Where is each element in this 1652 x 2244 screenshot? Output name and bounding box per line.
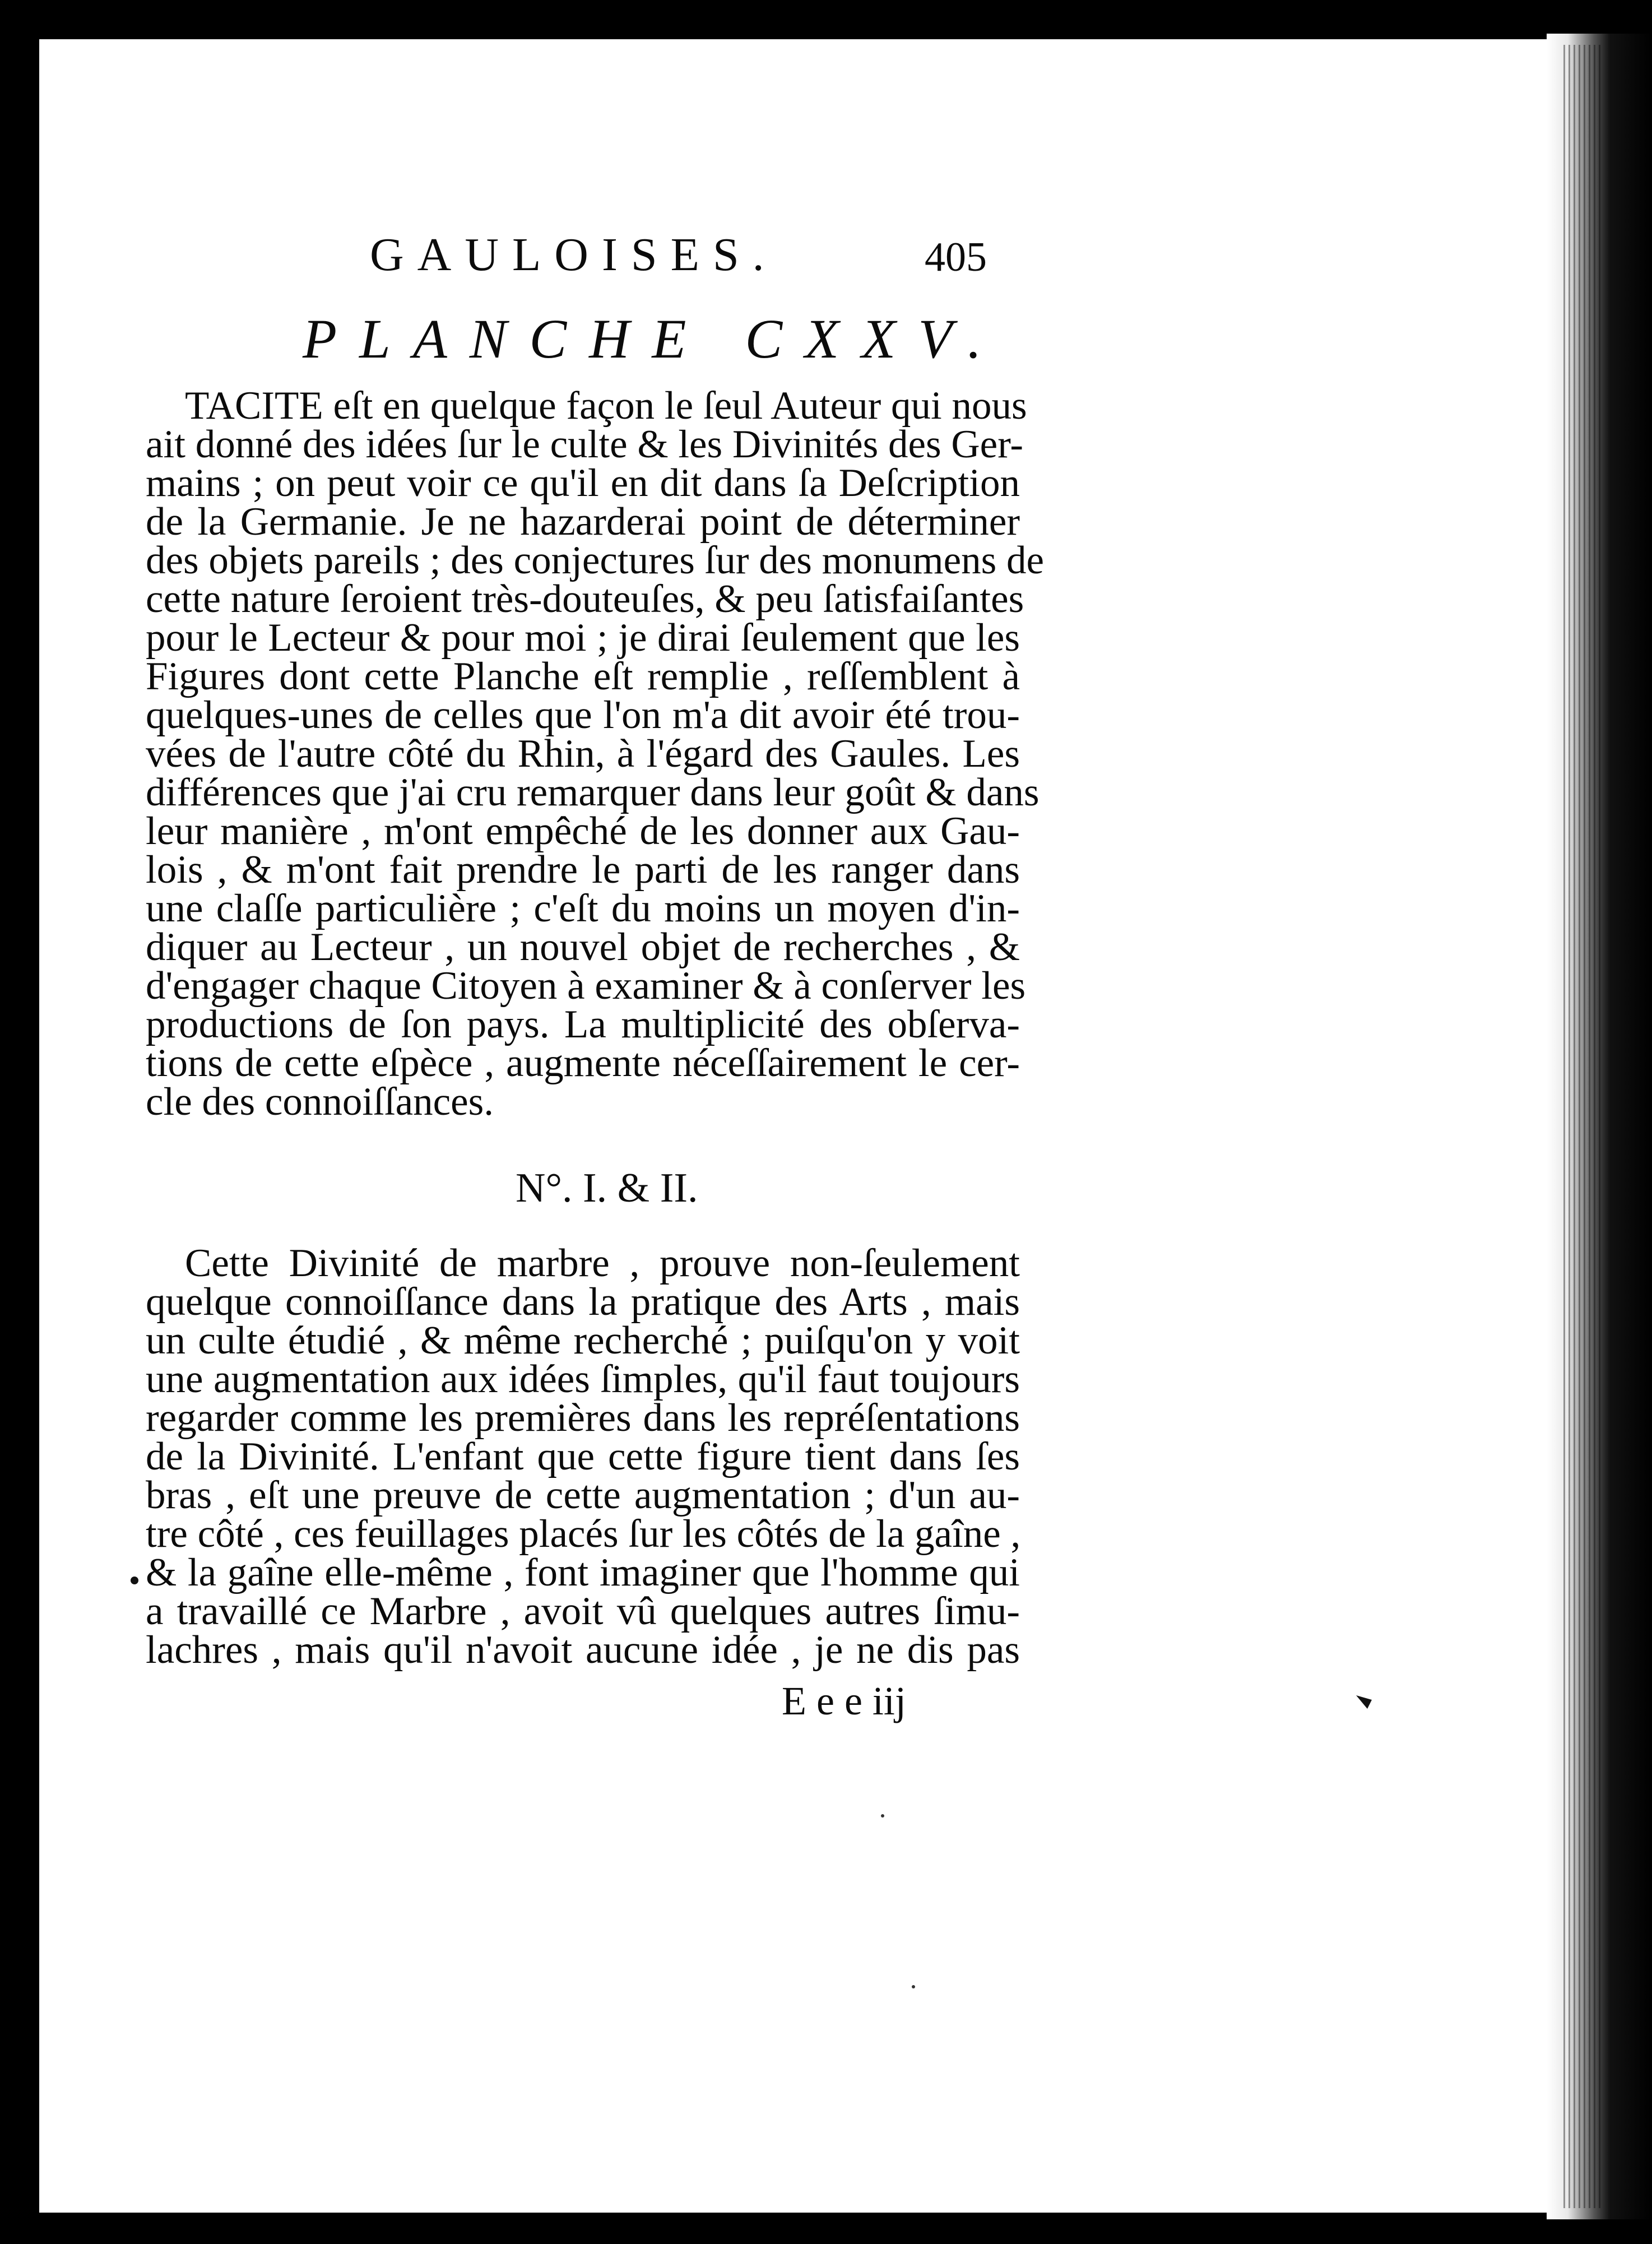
section-subheading: N°. I. & II. bbox=[516, 1165, 698, 1211]
text-line: & la gaîne elle-même , font imaginer que l'homme qui bbox=[146, 1551, 1020, 1594]
text-line: cette nature ſeroient très-douteuſes, & peu ſatisfaiſantes bbox=[146, 577, 1024, 621]
ink-speck bbox=[912, 1985, 915, 1988]
text-line: Cette Divinité de marbre , prouve non-ſeulement bbox=[185, 1241, 1020, 1285]
ink-speck bbox=[131, 1577, 138, 1584]
ink-speck bbox=[1356, 1695, 1372, 1709]
text-line: productions de ſon pays. La multiplicité des obſerva- bbox=[146, 1003, 1020, 1046]
text-line: bras , eſt une preuve de cette augmentation ; d'un au- bbox=[146, 1473, 1020, 1517]
text-line: leur manière , m'ont empêché de les donner aux Gau- bbox=[146, 809, 1020, 853]
text-line: quelque connoiſſance dans la pratique des Arts , mais bbox=[146, 1280, 1020, 1324]
text-line: lois , & m'ont fait prendre le parti de les ranger dans bbox=[146, 848, 1020, 892]
text-line: cle des connoiſſances. bbox=[146, 1080, 494, 1124]
text-line: mains ; on peut voir ce qu'il en dit dans ſa Deſcription bbox=[146, 461, 1020, 505]
text-line: Figures dont cette Planche eſt remplie , reſſemblent à bbox=[146, 655, 1020, 698]
text-line: TACITE eſt en quelque façon le ſeul Auteur qui nous bbox=[185, 384, 1027, 428]
text-line: de la Germanie. Je ne hazarderai point de déterminer bbox=[146, 500, 1020, 544]
text-line: tre côté , ces feuillages placés ſur les côtés de la gaîne , bbox=[146, 1512, 1021, 1556]
text-line: diquer au Lecteur , un nouvel objet de recherches , & bbox=[146, 925, 1020, 969]
ink-speck bbox=[881, 1814, 884, 1818]
running-head: GAULOISES. bbox=[370, 229, 778, 281]
text-line: pour le Lecteur & pour moi ; je dirai ſeulement que les bbox=[146, 616, 1020, 660]
text-line: a travaillé ce Marbre , avoit vû quelques autres ſimu- bbox=[146, 1589, 1020, 1633]
text-line: des objets pareils ; des conjectures ſur des monumens de bbox=[146, 539, 1045, 582]
text-line: un culte étudié , & même recherché ; puiſqu'on y voit bbox=[146, 1319, 1020, 1362]
text-line: différences que j'ai cru remarquer dans leur goût & dans bbox=[146, 771, 1040, 814]
text-line: regarder comme les premières dans les repréſentations bbox=[146, 1396, 1020, 1440]
text-line: ait donné des idées ſur le culte & les Divinités des Ger- bbox=[146, 423, 1024, 466]
text-line: lachres , mais qu'il n'avoit aucune idée , je ne dis pas bbox=[146, 1628, 1020, 1672]
text-line: une augmentation aux idées ſimples, qu'il faut toujours bbox=[146, 1357, 1020, 1401]
text-line: d'engager chaque Citoyen à examiner & à conſerver les bbox=[146, 964, 1026, 1008]
text-line: une claſſe particulière ; c'eſt du moins un moyen d'in- bbox=[146, 887, 1020, 930]
text-line: de la Divinité. L'enfant que cette figure tient dans ſes bbox=[146, 1435, 1020, 1478]
text-line: quelques-unes de celles que l'on m'a dit avoir été trou- bbox=[146, 693, 1020, 737]
plate-title: PLANCHE CXXV. bbox=[303, 308, 1004, 370]
text-line: vées de l'autre côté du Rhin, à l'égard des Gaules. Les bbox=[146, 732, 1020, 776]
page-number: 405 bbox=[925, 234, 987, 280]
signature-mark: E e e iij bbox=[782, 1679, 906, 1723]
text-line: tions de cette eſpèce , augmente néceſſairement le cer- bbox=[146, 1041, 1020, 1085]
